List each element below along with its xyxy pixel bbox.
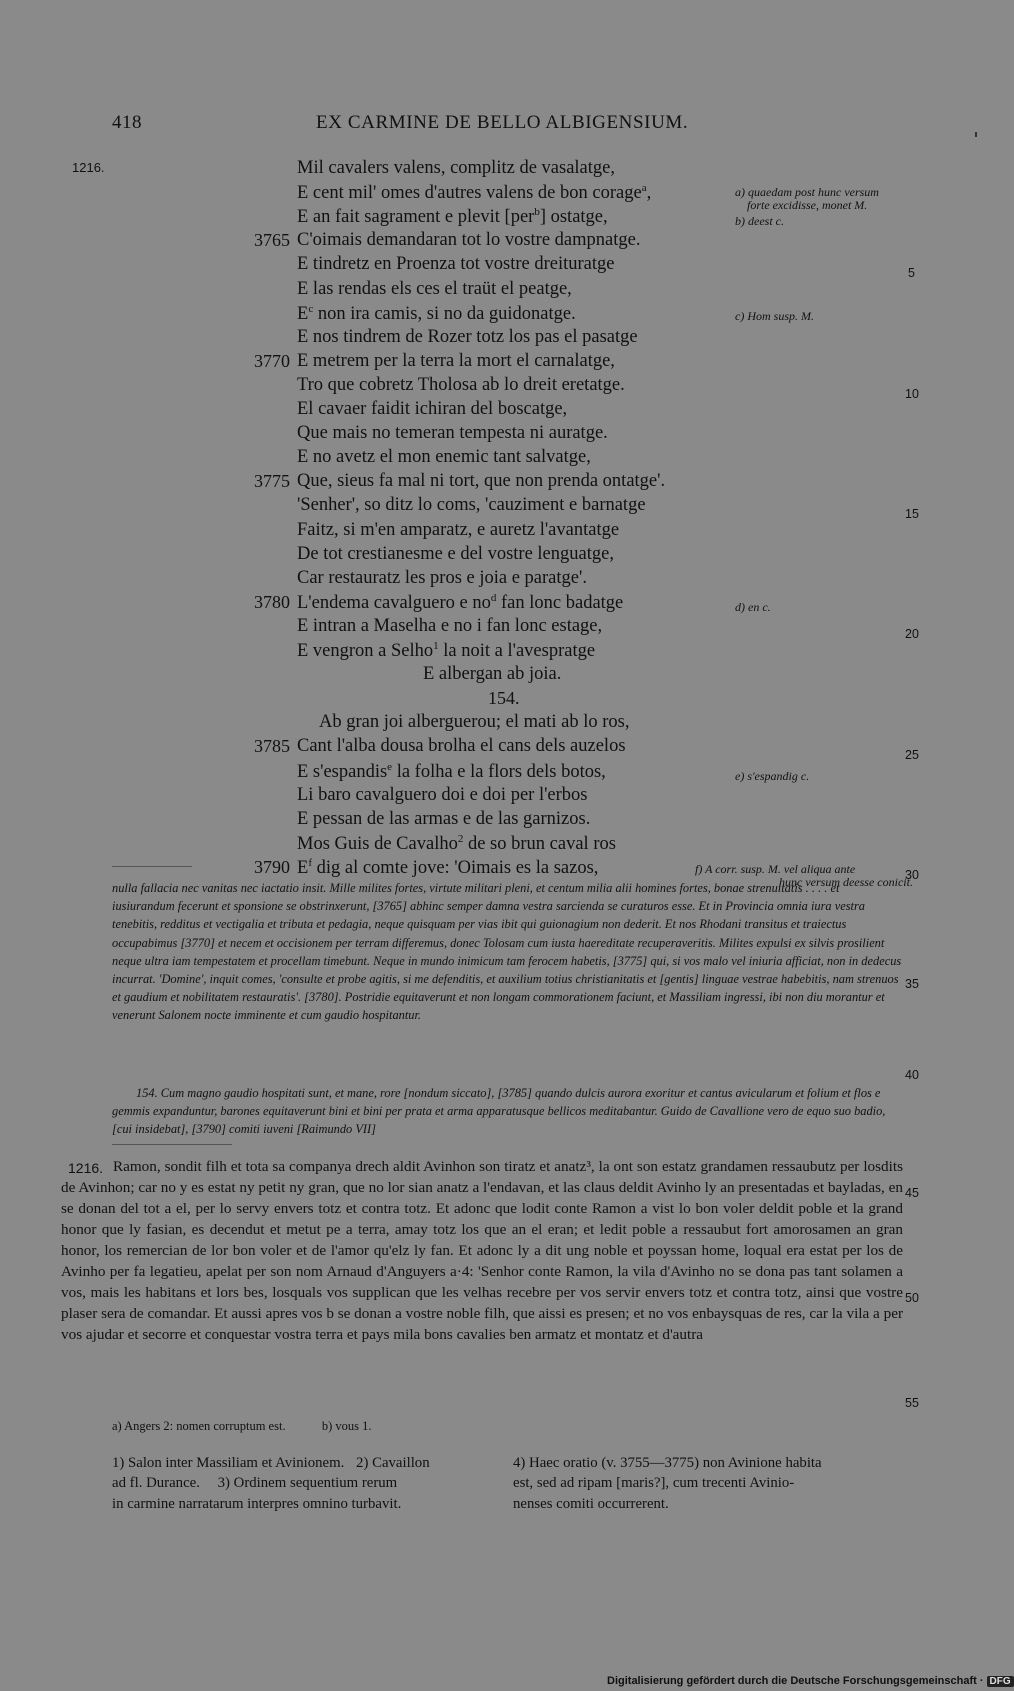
verse-text-main: E s'espandis xyxy=(297,762,388,783)
verse-text xyxy=(319,712,629,733)
verse-text-rest: dig al comte jove: 'Oimais es la sazos, xyxy=(311,858,599,879)
footnote-4-cont: est, sed ad ripam [maris?], cum trecenti Avinio- xyxy=(513,1475,795,1492)
verse-line xyxy=(0,664,1000,688)
note-marker: 2 xyxy=(457,833,464,845)
verse-text-main: L'endema cavalguero e no xyxy=(297,593,491,614)
footnote-4: 4) Haec oratio (v. 3755—3775) non Avinione habita xyxy=(513,1455,822,1471)
verse-line xyxy=(0,712,1000,736)
verse-line xyxy=(0,158,1000,182)
verse-text-main: Li baro cavalguero doi e doi per l'erbos xyxy=(297,785,588,805)
verse-text-main: E albergan ab joia. xyxy=(423,664,562,684)
verse-text-main: E nos tindrem de Rozer totz los pas el pasatge xyxy=(297,327,638,347)
verse-note-line: a) quaedam post hunc versum xyxy=(735,185,879,199)
verse-text-main: Cant l'alba dousa brolha el cans dels auzelos xyxy=(297,736,626,756)
verse-line xyxy=(0,616,1000,640)
note-marker: f xyxy=(308,857,312,869)
scan-mark xyxy=(975,132,977,137)
verse-note xyxy=(735,310,814,323)
verse-note-line: b) deest c. xyxy=(735,214,784,228)
verse-text-main: E pessan de las armas e de las garnizos. xyxy=(297,809,591,829)
verse-text xyxy=(297,640,595,662)
page-number: 418 xyxy=(112,112,142,133)
note-marker: d xyxy=(490,592,497,604)
verse-note-line: d) en c. xyxy=(735,600,771,614)
verse-line xyxy=(0,327,1000,351)
prose-note-b: b) vous 1. xyxy=(321,1419,372,1433)
footnote-4-cont: nenses comiti occurrerent. xyxy=(513,1495,669,1512)
verse-text xyxy=(297,809,590,830)
verse-line xyxy=(0,833,1000,857)
verse-text-main: E tindretz en Proenza tot vostre dreituratge xyxy=(297,254,615,274)
verse-text-main: E xyxy=(297,304,309,325)
verse-note-line: f) A corr. susp. M. vel aliqua ante xyxy=(695,862,856,876)
verse-text xyxy=(297,471,665,492)
verse-text-main: E no avetz el mon enemic tant salvatge, xyxy=(297,447,591,467)
footnote-3: 3) Ordinem sequentium rerum xyxy=(217,1475,398,1492)
funding-footer xyxy=(607,1675,1014,1687)
verse-text xyxy=(297,544,614,565)
verse-line xyxy=(0,520,1000,544)
margin-line-number: 30 xyxy=(905,868,919,882)
verse-text xyxy=(297,833,616,855)
verse-note xyxy=(735,186,879,212)
verse-text xyxy=(297,254,614,275)
verse-line xyxy=(0,592,1000,616)
footer-text: Digitalisierung gefördert durch die Deutsche Forschungsgemeinschaft · xyxy=(607,1675,984,1687)
verse-line xyxy=(0,351,1000,375)
verse-text xyxy=(297,423,608,444)
footnote-3-cont: in carmine narratarum interpres omnino turbavit. xyxy=(112,1495,402,1512)
verse-text xyxy=(297,616,602,637)
verse-text-main: Car restauratz les pros e joia e paratge'. xyxy=(297,568,587,588)
verse-text-main: E cent mil' omes d'autres valens de bon corage xyxy=(297,183,642,204)
note-marker: b xyxy=(534,206,540,218)
verse-text xyxy=(297,761,606,783)
verse-line xyxy=(0,254,1000,278)
verse-text-main: E xyxy=(297,858,309,879)
verse-line xyxy=(0,230,1000,254)
verse-text xyxy=(297,158,615,179)
verse-line xyxy=(0,640,1000,664)
margin-line-number: 10 xyxy=(905,387,919,401)
note-marker: c xyxy=(308,303,314,315)
verse-line xyxy=(0,279,1000,303)
separator-line xyxy=(112,866,192,867)
latin-translation-1 xyxy=(112,879,904,1025)
verse-text-main: E metrem per la terra la mort el carnalatge, xyxy=(297,351,615,371)
verse-text xyxy=(297,182,651,204)
verse-text xyxy=(297,279,572,300)
verse-text xyxy=(297,736,626,757)
verse-line xyxy=(0,399,1000,423)
verse-text xyxy=(297,495,646,516)
verse-text xyxy=(297,520,619,541)
margin-line-number: 50 xyxy=(905,1291,919,1305)
footnote-2-cont: ad fl. Durance. xyxy=(112,1475,200,1492)
verse-number: 3790 xyxy=(254,857,290,877)
verse-text-main: Tro que cobretz Tholosa ab lo dreit eretatge. xyxy=(297,375,625,395)
latin-paragraph: nulla fallacia nec vanitas nec iactatio insit. Mille milites fortes, virtute militari pleni, et centum milia alii homines fortes, bonae strenuitatis . . . . et iusiurandum fecerunt et sponsione se obstrinxerunt, [3765] abhinc semper damna vestra sarcienda se curaturos esse. Et in Provincia omnia iura vestra tenebitis, redditus et vectigalia et tributa et pedagia, neque quisquam per vias ibit qui guionagium non dederit. Et nos Rhodani transitus et traiectus occupabimus [3770] et necem et occisionem per terram differemus, donec Tolosam cum iusta haereditate recuperaveritis. Milites expulsi ex silvis prosilient neque ultra iam tempestatem et procellam timebunt. Neque in mundo inimicum tam ferocem habetis, [3775] qui, si vos malo vel iniuria afficiat, non in dedecus incurrat. 'Domine', inquit comes, 'consulte et probe agitis, si me defenditis, et auxilium totius christianitatis et [gentis] linguae vestrae habebitis, nam strenuos et gaudium et nobilitatem restauratis'. [3780]. Postridie equitaverunt et non longam commorationem faciunt, et Massiliam ingressi, ibi non diu morantur et venerunt Salonem nocte imminente et cum gaudio hospitantur. xyxy=(112,881,902,1023)
prose-chronicle xyxy=(61,1156,903,1345)
footnotes-right xyxy=(513,1453,905,1514)
verse-text-main: Faitz, si m'en amparatz, e auretz l'avantatge xyxy=(297,520,620,540)
margin-line-number: 25 xyxy=(905,748,919,762)
verse-text-main: Que mais no temeran tempesta ni auratge. xyxy=(297,423,608,443)
verse-line xyxy=(0,423,1000,447)
verse-text xyxy=(297,375,625,396)
verse-number: 3775 xyxy=(254,471,290,491)
verse-text xyxy=(297,303,576,325)
footnote-2: 2) Cavaillon xyxy=(356,1455,430,1471)
verse-note-line: hunc versum deesse conicit. xyxy=(779,875,913,889)
margin-line-number: 15 xyxy=(905,507,919,521)
verse-text-rest: la folha e la flors dels botos, xyxy=(392,762,606,783)
verse-line xyxy=(0,736,1000,760)
verse-text-main: E las rendas els ces el traüt el peatge, xyxy=(297,279,572,299)
verse-text xyxy=(297,206,608,228)
verse-text-main: E vengron a Selho xyxy=(297,641,434,662)
verse-text xyxy=(297,592,623,614)
note-marker: 1 xyxy=(433,640,439,652)
verse-note-line: forte excidisse, monet M. xyxy=(747,198,868,212)
verse-note-line: c) Hom susp. M. xyxy=(735,309,814,323)
verse-text xyxy=(297,351,615,372)
verse-text xyxy=(297,399,567,420)
prose-note-a: a) Angers 2: nomen corruptum est. xyxy=(112,1419,286,1433)
verse-text-main: El cavaer faidit ichiran del boscatge, xyxy=(297,399,568,419)
verse-text-main: E intran a Maselha e no i fan lonc estage, xyxy=(297,616,603,636)
verse-text-rest: non ira camis, si no da guidonatge. xyxy=(313,304,576,325)
year-marker: 1216. xyxy=(68,1160,104,1176)
verse-text-rest: de so brun caval ros xyxy=(463,834,616,855)
verse-line xyxy=(0,471,1000,495)
verse-line xyxy=(0,568,1000,592)
running-title: EX CARMINE DE BELLO ALBIGENSIUM. xyxy=(316,112,689,133)
verse-text-main: Mos Guis de Cavalho xyxy=(297,834,458,855)
verse-text xyxy=(297,230,640,251)
prose-paragraph: Ramon, sondit filh et tota sa companya drech aldit Avinhon son tiratz et anatz³, la ont son estatz grandamen ressaubutz per losdits de Avinhon; car no y es estat ny petit ny gran, que no lor sian anatz a l'endavan, et las claus deldit Avinho ly an presentadas et bayladas, en se donan del tot a el, per lo servy envers totz et contra totz. Et adonc que lodit conte Ramon a vist lo bon voler deldit poble et la grand honor que ly fasian, es decendut et metut pe a terra, amay totz los que an el eran; et ledit poble a ressaubut fort amorosamen an gran honor, los remercian de lor bon voler et de l'amor qu'elz ly fan. Et adonc ly a dit ung noble et poyssan home, loqual era estat per los de Avinho per fa legatieu, apelat per son nom Arnaud d'Anguyers a·4: 'Senhor conte Ramon, la vila d'Avinho no se dona pas tant solamen a vos, mais les habitans et lors bes, losquals vos supplican que les velhas recebre per vos servir envers totz et contra totz, ainsi que vostre plaser sera de comandar. Et aussi apres vos b se donan a vostre noble filh, que aissi es presen; et no vos enbaysquas de res, car la vila a per vos ajudar et secorre et conquestar vostra terra et pays mila bons cavalies ben armatz et montatz et d'autra xyxy=(61,1158,903,1343)
verse-number: 3770 xyxy=(254,351,290,371)
prose-notes xyxy=(112,1419,371,1434)
verse-text-rest: la noit a l'avespratge xyxy=(438,641,596,662)
verse-text-rest: fan lonc badatge xyxy=(496,593,624,614)
dfg-logo: DFG xyxy=(987,1676,1014,1687)
verse-text-rest: , xyxy=(646,183,652,204)
verse-line xyxy=(0,447,1000,471)
verse-number: 3780 xyxy=(254,592,290,612)
verse-text-main: 'Senher', so ditz lo coms, 'cauziment e barnatge xyxy=(297,495,646,515)
margin-line-number: 20 xyxy=(905,627,919,641)
verse-text-main: De tot crestianesme e del vostre lenguatge, xyxy=(297,544,614,564)
margin-line-number: 45 xyxy=(905,1186,919,1200)
year-marker: 1216. xyxy=(72,160,105,175)
verse-text xyxy=(297,327,638,348)
verse-text-main: Ab gran joi alberguerou; el mati ab lo ros, xyxy=(319,712,630,732)
verse-text xyxy=(297,447,591,468)
verse-text-rest: ] ostatge, xyxy=(539,207,608,228)
verse-text xyxy=(423,664,561,685)
verse-number: 3785 xyxy=(254,736,290,756)
verse-line xyxy=(0,544,1000,568)
verse-note xyxy=(735,770,809,783)
verse-text-main: C'oimais demandaran tot lo vostre dampnatge. xyxy=(297,230,641,250)
verse-line xyxy=(0,303,1000,327)
verse-line xyxy=(0,761,1000,785)
margin-line-number: 35 xyxy=(905,977,919,991)
verse-text-main: Que, sieus fa mal ni tort, que non prenda ontatge'. xyxy=(297,471,666,491)
footnote-1: 1) Salon inter Massiliam et Avinionem. xyxy=(112,1455,345,1471)
verse-line xyxy=(0,495,1000,519)
verse-number: 3765 xyxy=(254,230,290,250)
separator-line xyxy=(112,1144,232,1145)
margin-line-number: 40 xyxy=(905,1068,919,1082)
verse-line xyxy=(0,809,1000,833)
note-marker: e xyxy=(387,761,393,773)
latin-translation-2 xyxy=(112,1084,904,1139)
latin-paragraph: 154. Cum magno gaudio hospitati sunt, et mane, rore [nondum siccato], [3785] quando dulcis aurora exoritur et cantus avicularum et folium et flos e gemmis expanduntur, barones equitaverunt bini et bini per prata et arma apparatusque bellicos meditabantur. Guido de Cavallione vero de equo suo badio, [cui insidebat], [3790] comiti iuveni [Raimundo VII] xyxy=(112,1086,886,1137)
verse-text xyxy=(297,785,588,806)
verse-text-main: E an fait sagrament e plevit [per xyxy=(297,207,535,228)
verse-line xyxy=(0,785,1000,809)
verse-line xyxy=(0,375,1000,399)
verse-note xyxy=(735,601,771,614)
margin-line-number: 55 xyxy=(905,1396,919,1410)
verse-text xyxy=(297,568,587,589)
page-header xyxy=(112,112,902,142)
footnotes-left xyxy=(112,1453,502,1514)
margin-line-number: 5 xyxy=(908,266,915,280)
verse-text xyxy=(297,857,598,879)
verse-note xyxy=(735,215,784,228)
note-marker: a xyxy=(641,182,647,194)
section-number: 154. xyxy=(488,688,520,708)
verse-text-main: Mil cavalers valens, complitz de vasalatge, xyxy=(297,158,615,178)
verse-note-line: e) s'espandig c. xyxy=(735,769,810,783)
